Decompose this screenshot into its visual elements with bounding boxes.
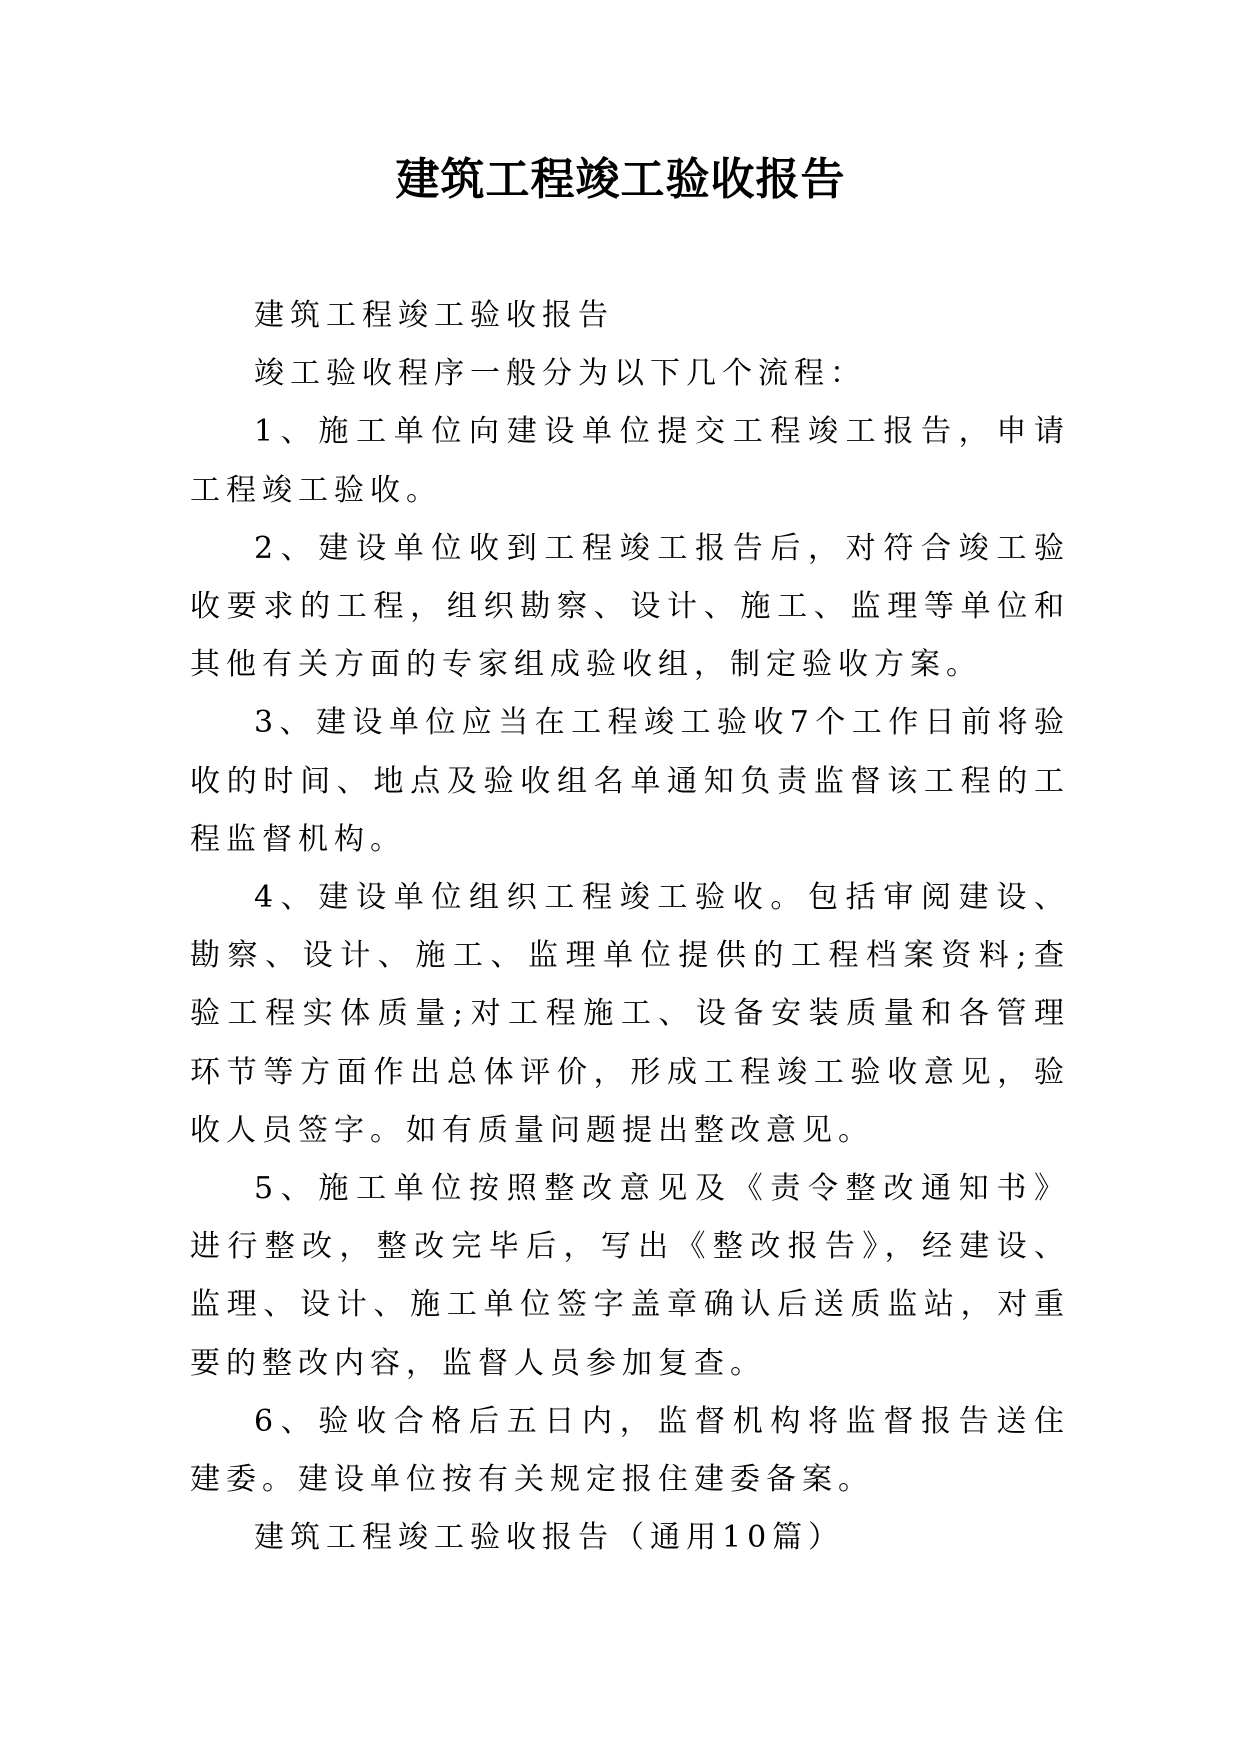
paragraph-step-5: 5、施工单位按照整改意见及《责令整改通知书》进行整改，整改完毕后，写出《整改报告》，经建设、监理、设计、施工单位签字盖章确认后送质监站，对重要的整改内容，监督人员参加复查。 — [190, 1171, 1070, 1381]
paragraph-step-4: 4、建设单位组织工程竣工验收。包括审阅建设、勘察、设计、施工、监理单位提供的工程档案资料;查验工程实体质量;对工程施工、设备安装质量和各管理环节等方面作出总体评价，形成工程竣工验收意见，验收人员签字。如有质量问题提出整改意见。 — [190, 880, 1070, 1148]
paragraph-subtitle: 建筑工程竣工验收报告 — [254, 298, 614, 333]
paragraph-step-1: 1、施工单位向建设单位提交工程竣工报告，申请工程竣工验收。 — [190, 414, 1070, 508]
document-body — [190, 287, 1070, 1567]
paragraph-intro: 竣工验收程序一般分为以下几个流程： — [254, 356, 866, 392]
paragraph-step-6: 6、验收合格后五日内，监督机构将监督报告送住建委。建设单位按有关规定报住建委备案。 — [190, 1403, 1070, 1498]
paragraph-step-2: 2、建设单位收到工程竣工报告后，对符合竣工验收要求的工程，组织勘察、设计、施工、监理等单位和其他有关方面的专家组成验收组，制定验收方案。 — [190, 530, 1070, 683]
paragraph-step-3: 3、建设单位应当在工程竣工验收7个工作日前将验收的时间、地点及验收组名单通知负责监督该工程的工程监督机构。 — [190, 705, 1070, 857]
paragraph-section-heading: 建筑工程竣工验收报告（通用10篇） — [254, 1520, 845, 1556]
document-title: 建筑工程竣工验收报告 — [395, 154, 846, 205]
